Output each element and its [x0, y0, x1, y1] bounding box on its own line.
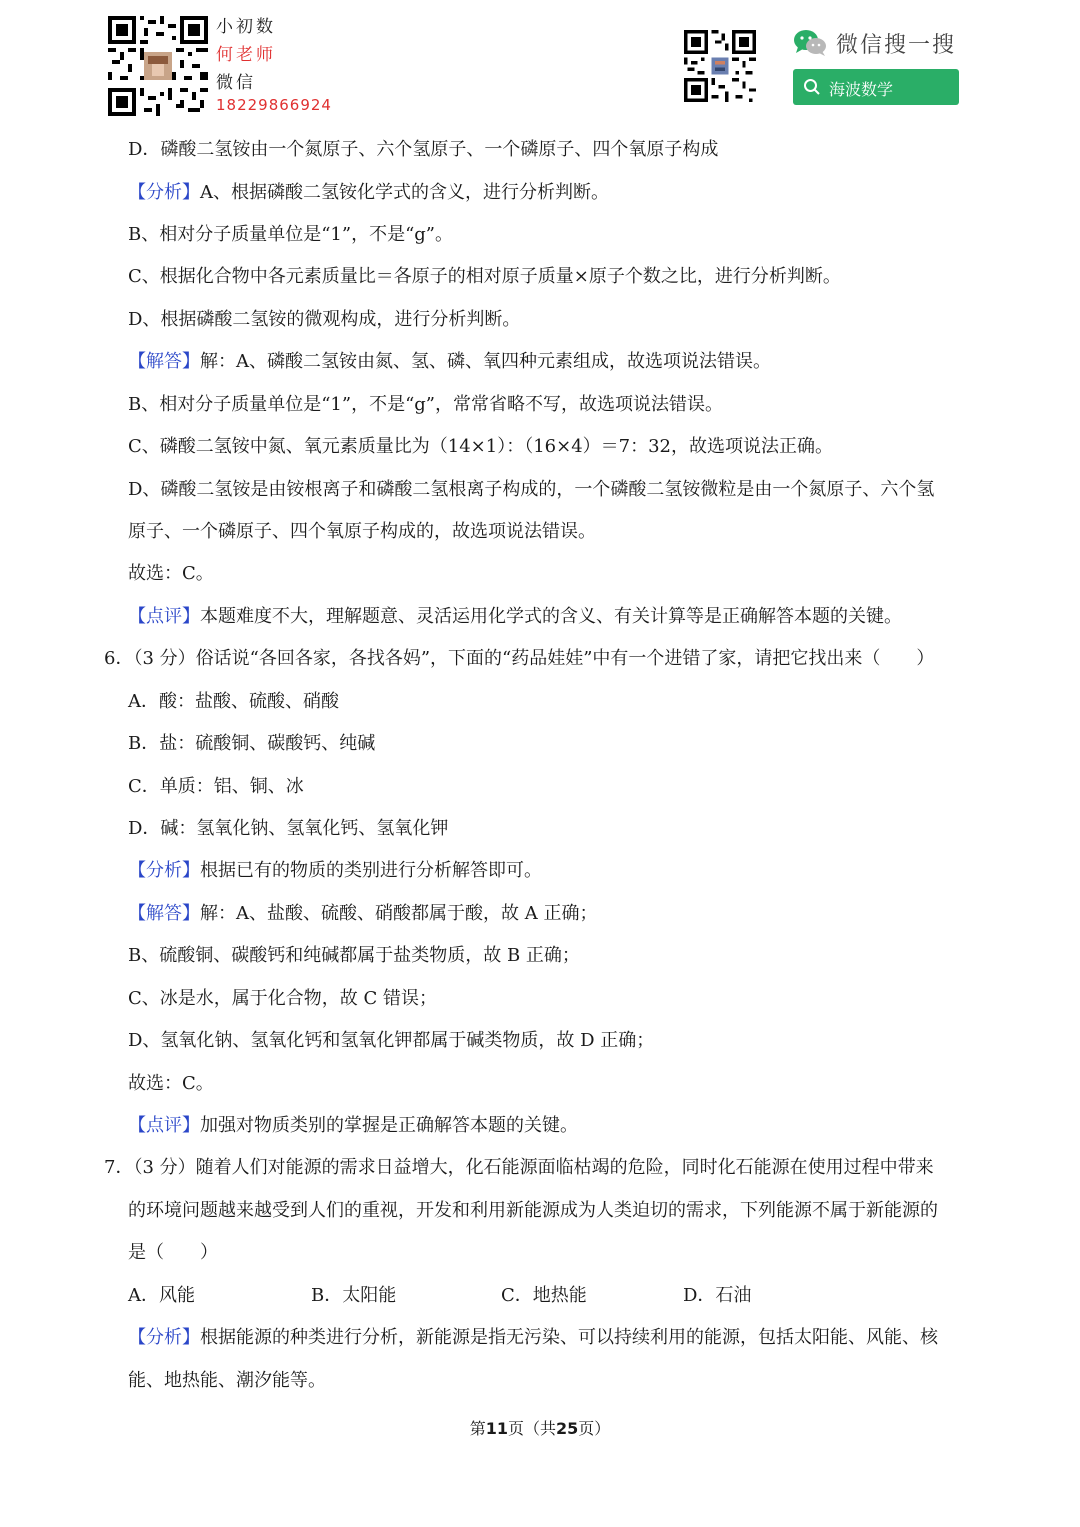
section-tag: 【分析】 — [128, 1327, 200, 1348]
question-stem: 6．（3 分）俗话说“各回各家，各找各妈”，下面的“药品娃娃”中有一个进错了家，请把它找出来（ ） — [104, 648, 935, 669]
qr-code-icon — [684, 30, 756, 102]
text-line: 【点评】加强对物质类别的掌握是正确解答本题的关键。 — [128, 1115, 578, 1136]
search-icon — [803, 78, 821, 96]
wechat-logo-icon — [792, 28, 828, 58]
text-line: B、相对分子质量单位是“1”，不是“g”，常常省略不写，故选项说法错误。 — [128, 394, 724, 415]
qr-code-icon — [108, 16, 208, 116]
page-footer: 第11页（共25页） — [469, 1419, 611, 1438]
question-stem: 是（ ） — [128, 1242, 218, 1263]
text-line: 【分析】根据能源的种类进行分析，新能源是指无污染、可以持续利用的能源，包括太阳能、风能、核 — [128, 1327, 938, 1348]
page-header — [0, 0, 1080, 125]
text-line: 故选：C。 — [128, 1073, 214, 1094]
question-stem: 7．（3 分）随着人们对能源的需求日益增大，化石能源面临枯竭的危险，同时化石能源在使用过程中带来 — [104, 1157, 934, 1178]
handwriting-line: 小初数 — [216, 17, 276, 37]
text-line: D、磷酸二氢铵是由铵根离子和磷酸二氢根离子构成的，一个磷酸二氢铵微粒是由一个氮原子、六个氢 — [128, 479, 935, 500]
page-number: 11 — [485, 1419, 508, 1438]
text-line: D、氢氧化钠、氢氧化钙和氢氧化钾都属于碱类物质，故 D 正确； — [128, 1030, 655, 1051]
handwriting-phone: 18229866924 — [216, 96, 332, 114]
answer-option: D．石油 — [683, 1285, 752, 1306]
text-line: 【点评】本题难度不大，理解题意、灵活运用化学式的含义、有关计算等是正确解答本题的关键。 — [128, 606, 902, 627]
section-tag: 【解答】 — [128, 351, 200, 372]
handwriting-line: 何老师 — [216, 45, 276, 65]
text-line: C、磷酸二氢铵中氮、氧元素质量比为（14×1）：（16×4）＝7：32，故选项说法正确。 — [128, 436, 834, 457]
answer-option: B．盐：硫酸铜、碳酸钙、纯碱 — [128, 733, 376, 754]
text-line: B、相对分子质量单位是“1”，不是“g”。 — [128, 224, 454, 245]
section-tag: 【分析】 — [128, 860, 200, 881]
text-line: 【解答】解：A、盐酸、硫酸、硝酸都属于酸，故 A 正确； — [128, 903, 598, 924]
text-line: 原子、一个磷原子、四个氧原子构成的，故选项说法错误。 — [128, 521, 596, 542]
answer-option: A．风能 — [128, 1285, 195, 1306]
text-line: 【分析】根据已有的物质的类别进行分析解答即可。 — [128, 860, 542, 881]
page-total: 25 — [556, 1419, 579, 1438]
question-stem: 的环境问题越来越受到人们的重视，开发和利用新能源成为人类迫切的需求，下列能源不属于新能源的 — [128, 1200, 938, 1221]
text-line: D、根据磷酸二氢铵的微观构成，进行分析判断。 — [128, 309, 521, 330]
text-line: C、根据化合物中各元素质量比＝各原子的相对原子质量×原子个数之比，进行分析判断。 — [128, 266, 841, 287]
text-line: 故选：C。 — [128, 563, 214, 584]
section-tag: 【点评】 — [128, 1115, 200, 1136]
text-line: 【分析】A、根据磷酸二氢铵化学式的含义，进行分析判断。 — [128, 182, 609, 203]
section-tag: 【点评】 — [128, 606, 200, 627]
answer-option: D．碱：氢氧化钠、氢氧化钙、氢氧化钾 — [128, 818, 449, 839]
text-line: 能、地热能、潮汐能等。 — [128, 1370, 326, 1391]
search-button-label: 海波数学 — [829, 80, 894, 99]
answer-option: C．地热能 — [501, 1285, 587, 1306]
wechat-search-title: 微信搜一搜 — [836, 33, 957, 58]
section-tag: 【解答】 — [128, 903, 200, 924]
text-line: B、硫酸铜、碳酸钙和纯碱都属于盐类物质，故 B 正确； — [128, 945, 580, 966]
text-line: 【解答】解：A、磷酸二氢铵由氮、氢、磷、氧四种元素组成，故选项说法错误。 — [128, 351, 771, 372]
text-line: C、冰是水，属于化合物，故 C 错误； — [128, 988, 437, 1009]
section-tag: 【分析】 — [128, 182, 200, 203]
answer-option: C．单质：铝、铜、冰 — [128, 776, 304, 797]
search-button[interactable] — [793, 69, 959, 105]
answer-option: B．太阳能 — [311, 1285, 397, 1306]
answer-option: A．酸：盐酸、硫酸、硝酸 — [128, 691, 339, 712]
handwriting-line: 微信 — [216, 73, 256, 93]
text-line: D．磷酸二氢铵由一个氮原子、六个氢原子、一个磷原子、四个氧原子构成 — [128, 139, 719, 160]
